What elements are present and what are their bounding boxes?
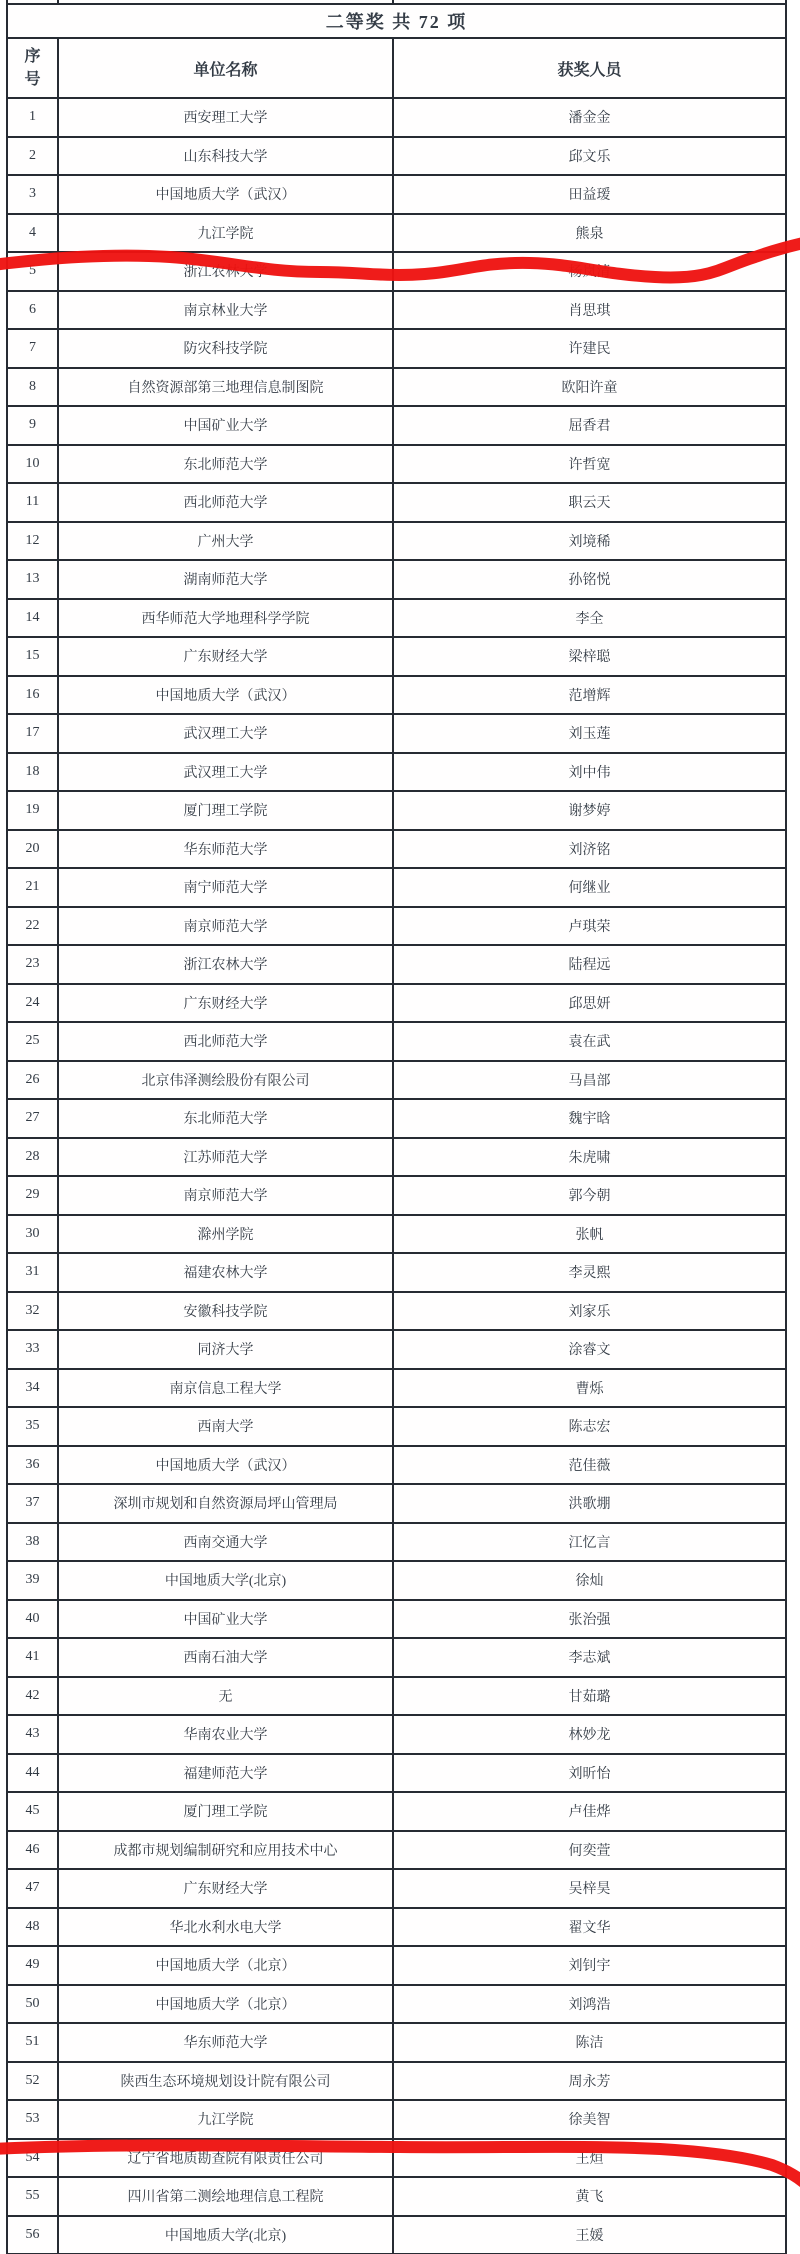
winner-cell: 卢琪荣 — [568, 919, 611, 935]
table-row — [8, 2063, 785, 2102]
table-row — [8, 1716, 785, 1755]
organization-cell: 广东财经大学 — [59, 638, 394, 675]
winner-cell: 郭今朝 — [568, 1189, 611, 1205]
serial-number-cell: 43 — [8, 1716, 59, 1753]
table-row — [8, 446, 785, 485]
table-row — [8, 1562, 785, 1601]
winner-cell: 屈香君 — [568, 419, 611, 435]
serial-number-cell: 20 — [8, 831, 59, 868]
column-divider-stub — [57, 0, 59, 3]
table-row — [8, 176, 785, 215]
serial-number-cell: 21 — [8, 869, 59, 906]
winner-cell: 徐灿 — [575, 1574, 604, 1590]
winner-cell: 刘玉莲 — [568, 727, 611, 743]
table-row — [8, 253, 785, 292]
organization-cell: 辽宁省地质勘查院有限责任公司 — [59, 2140, 394, 2177]
winner-cell: 陆程远 — [568, 958, 611, 974]
organization-cell: 南京林业大学 — [59, 292, 394, 329]
winner-cell: 肖思琪 — [568, 303, 611, 319]
winner-cell: 邱思妍 — [568, 996, 611, 1012]
winner-cell: 范增辉 — [568, 688, 611, 704]
organization-cell: 广东财经大学 — [59, 1870, 394, 1907]
table-row — [8, 869, 785, 908]
serial-number-cell: 6 — [8, 292, 59, 329]
table-row — [8, 638, 785, 677]
column-divider-stub — [392, 0, 394, 3]
winner-cell: 王媛 — [575, 2228, 604, 2244]
serial-number-cell: 42 — [8, 1678, 59, 1715]
organization-cell: 武汉理工大学 — [59, 715, 394, 752]
table-row — [8, 1139, 785, 1178]
organization-cell: 中国地质大学（武汉） — [59, 176, 394, 213]
table-row — [8, 330, 785, 369]
table-row — [8, 1947, 785, 1986]
table-row — [8, 407, 785, 446]
table-row — [8, 99, 785, 138]
organization-cell: 华东师范大学 — [59, 831, 394, 868]
serial-number-cell: 38 — [8, 1524, 59, 1561]
table-row — [8, 1023, 785, 1062]
column-header-serial-label: 序号 — [24, 47, 41, 88]
organization-cell: 无 — [59, 1678, 394, 1715]
table-row — [8, 1254, 785, 1293]
table-row — [8, 1524, 785, 1563]
previous-table-partial-row — [8, 0, 785, 5]
organization-cell: 厦门理工学院 — [59, 792, 394, 829]
winner-cell: 何奕萱 — [568, 1843, 611, 1859]
serial-number-cell: 7 — [8, 330, 59, 367]
serial-number-cell: 14 — [8, 600, 59, 637]
organization-cell: 南京师范大学 — [59, 1177, 394, 1214]
table-row — [8, 1793, 785, 1832]
table-row — [8, 2101, 785, 2140]
serial-number-cell: 9 — [8, 407, 59, 444]
winner-cell: 张治强 — [568, 1612, 611, 1628]
serial-number-cell: 37 — [8, 1485, 59, 1522]
organization-cell: 浙江农林大学 — [59, 946, 394, 983]
serial-number-cell: 32 — [8, 1293, 59, 1330]
winner-cell: 甘茹璐 — [568, 1689, 611, 1705]
serial-number-cell: 47 — [8, 1870, 59, 1907]
table-row — [8, 2178, 785, 2217]
serial-number-cell: 35 — [8, 1408, 59, 1445]
serial-number-cell: 26 — [8, 1062, 59, 1099]
table-row — [8, 946, 785, 985]
serial-number-cell: 13 — [8, 561, 59, 598]
organization-cell: 山东科技大学 — [59, 138, 394, 175]
winner-cell: 卢佳烨 — [568, 1805, 611, 1821]
organization-cell: 中国矿业大学 — [59, 407, 394, 444]
serial-number-cell: 12 — [8, 523, 59, 560]
winner-cell: 刘家乐 — [568, 1304, 611, 1320]
table-row — [8, 1177, 785, 1216]
organization-cell: 南京师范大学 — [59, 908, 394, 945]
award-table — [6, 0, 787, 2254]
table-row — [8, 1447, 785, 1486]
winner-cell: 熊泉 — [575, 226, 604, 242]
table-row — [8, 369, 785, 408]
winner-cell: 许哲宽 — [568, 457, 611, 473]
serial-number-cell: 41 — [8, 1639, 59, 1676]
table-row — [8, 1062, 785, 1101]
serial-number-cell: 50 — [8, 1986, 59, 2023]
table-row — [8, 138, 785, 177]
table-row — [8, 715, 785, 754]
winner-cell: 田益瑷 — [568, 188, 611, 204]
winner-cell: 何继业 — [568, 881, 611, 897]
organization-cell: 广东财经大学 — [59, 985, 394, 1022]
winner-cell: 黄飞 — [575, 2190, 604, 2206]
table-row — [8, 2024, 785, 2063]
organization-cell: 西安理工大学 — [59, 99, 394, 136]
table-row — [8, 908, 785, 947]
table-row — [8, 2217, 785, 2254]
organization-cell: 西北师范大学 — [59, 1023, 394, 1060]
winner-cell: 孙铭悦 — [568, 573, 611, 589]
organization-cell: 北京伟泽测绘股份有限公司 — [59, 1062, 394, 1099]
organization-cell: 自然资源部第三地理信息制图院 — [59, 369, 394, 406]
table-row — [8, 1986, 785, 2025]
serial-number-cell: 33 — [8, 1331, 59, 1368]
table-row — [8, 1639, 785, 1678]
organization-cell: 福建师范大学 — [59, 1755, 394, 1792]
serial-number-cell: 1 — [8, 99, 59, 136]
organization-cell: 九江学院 — [59, 2101, 394, 2138]
serial-number-cell: 39 — [8, 1562, 59, 1599]
winner-cell: 欧阳许童 — [561, 380, 618, 396]
organization-cell: 西南大学 — [59, 1408, 394, 1445]
organization-cell: 四川省第二测绘地理信息工程院 — [59, 2178, 394, 2215]
serial-number-cell: 25 — [8, 1023, 59, 1060]
organization-cell: 西华师范大学地理科学学院 — [59, 600, 394, 637]
organization-cell: 中国地质大学（北京） — [59, 1986, 394, 2023]
table-row — [8, 1100, 785, 1139]
table-row — [8, 561, 785, 600]
winner-cell: 许建民 — [568, 342, 611, 358]
organization-cell: 西南石油大学 — [59, 1639, 394, 1676]
serial-number-cell: 23 — [8, 946, 59, 983]
serial-number-cell: 31 — [8, 1254, 59, 1291]
winner-cell: 刘钊宇 — [568, 1959, 611, 1975]
organization-cell: 中国地质大学(北京) — [59, 1562, 394, 1599]
organization-cell: 中国地质大学（武汉） — [59, 677, 394, 714]
serial-number-cell: 45 — [8, 1793, 59, 1830]
section-title: 二等奖 共 72 项 — [8, 5, 785, 39]
serial-number-cell: 54 — [8, 2140, 59, 2177]
table-row — [8, 600, 785, 639]
winner-cell: 李志斌 — [568, 1651, 611, 1667]
winner-cell: 李灵熙 — [568, 1266, 611, 1282]
serial-number-cell: 22 — [8, 908, 59, 945]
organization-cell: 中国地质大学（北京） — [59, 1947, 394, 1984]
table-row — [8, 1331, 785, 1370]
serial-number-cell: 16 — [8, 677, 59, 714]
serial-number-cell: 10 — [8, 446, 59, 483]
table-header-row — [8, 39, 785, 99]
winner-cell: 涂睿文 — [568, 1343, 611, 1359]
organization-cell: 陕西生态环境规划设计院有限公司 — [59, 2063, 394, 2100]
table-row — [8, 215, 785, 254]
organization-cell: 西南交通大学 — [59, 1524, 394, 1561]
organization-cell: 华北水利水电大学 — [59, 1909, 394, 1946]
table-row — [8, 1909, 785, 1948]
winner-cell: 潘金金 — [568, 111, 611, 127]
serial-number-cell: 27 — [8, 1100, 59, 1137]
serial-number-cell: 52 — [8, 2063, 59, 2100]
table-row — [8, 677, 785, 716]
organization-cell: 九江学院 — [59, 215, 394, 252]
winner-cell: 马昌部 — [568, 1073, 611, 1089]
organization-cell: 江苏师范大学 — [59, 1139, 394, 1176]
winner-cell: 王烜 — [575, 2151, 604, 2167]
organization-cell: 南京信息工程大学 — [59, 1370, 394, 1407]
organization-cell: 东北师范大学 — [59, 446, 394, 483]
organization-cell: 华东师范大学 — [59, 2024, 394, 2061]
organization-cell: 厦门理工学院 — [59, 1793, 394, 1830]
serial-number-cell: 3 — [8, 176, 59, 213]
column-header-serial — [8, 39, 59, 97]
winner-cell: 邱文乐 — [568, 149, 611, 165]
winner-cell: 刘昕怡 — [568, 1766, 611, 1782]
winner-cell: 范佳薇 — [568, 1458, 611, 1474]
organization-cell: 中国矿业大学 — [59, 1601, 394, 1638]
organization-cell: 西北师范大学 — [59, 484, 394, 521]
serial-number-cell: 40 — [8, 1601, 59, 1638]
serial-number-cell: 15 — [8, 638, 59, 675]
winner-cell: 刘鸿浩 — [568, 1997, 611, 2013]
winner-cell: 刘境稀 — [568, 534, 611, 550]
table-row — [8, 484, 785, 523]
organization-cell: 同济大学 — [59, 1331, 394, 1368]
table-row — [8, 1678, 785, 1717]
serial-number-cell: 24 — [8, 985, 59, 1022]
winner-cell: 陈洁 — [575, 2036, 604, 2052]
table-row — [8, 1216, 785, 1255]
column-header-organization: 单位名称 — [59, 39, 394, 97]
column-header-winner: 获奖人员 — [557, 61, 622, 79]
winner-cell: 翟文华 — [568, 1920, 611, 1936]
organization-cell: 中国地质大学(北京) — [59, 2217, 394, 2254]
table-row — [8, 1601, 785, 1640]
winner-cell: 吴梓昊 — [568, 1882, 611, 1898]
winner-cell: 林妙龙 — [568, 1728, 611, 1744]
table-row — [8, 523, 785, 562]
table-row — [8, 1370, 785, 1409]
serial-number-cell: 34 — [8, 1370, 59, 1407]
serial-number-cell: 17 — [8, 715, 59, 752]
table-row — [8, 831, 785, 870]
serial-number-cell: 49 — [8, 1947, 59, 1984]
winner-cell: 梁梓聪 — [568, 650, 611, 666]
organization-cell: 滁州学院 — [59, 1216, 394, 1253]
serial-number-cell: 44 — [8, 1755, 59, 1792]
organization-cell: 福建农林大学 — [59, 1254, 394, 1291]
serial-number-cell: 29 — [8, 1177, 59, 1214]
serial-number-cell: 55 — [8, 2178, 59, 2215]
table-row — [8, 1408, 785, 1447]
table-row — [8, 1485, 785, 1524]
organization-cell: 湖南师范大学 — [59, 561, 394, 598]
table-row — [8, 292, 785, 331]
table-body — [8, 99, 785, 2254]
organization-cell: 东北师范大学 — [59, 1100, 394, 1137]
table-row — [8, 985, 785, 1024]
serial-number-cell: 36 — [8, 1447, 59, 1484]
serial-number-cell: 48 — [8, 1909, 59, 1946]
winner-cell: 刘济铭 — [568, 842, 611, 858]
organization-cell: 深圳市规划和自然资源局坪山管理局 — [59, 1485, 394, 1522]
winner-cell: 刘中伟 — [568, 765, 611, 781]
winner-cell: 洪歌堋 — [568, 1497, 611, 1513]
serial-number-cell: 30 — [8, 1216, 59, 1253]
table-row — [8, 1293, 785, 1332]
winner-cell: 江忆言 — [568, 1535, 611, 1551]
winner-cell: 曹烁 — [575, 1381, 604, 1397]
serial-number-cell: 11 — [8, 484, 59, 521]
winner-cell: 周永芳 — [568, 2074, 611, 2090]
organization-cell: 成都市规划编制研究和应用技术中心 — [59, 1832, 394, 1869]
winner-cell: 李全 — [575, 611, 604, 627]
serial-number-cell: 51 — [8, 2024, 59, 2061]
organization-cell: 武汉理工大学 — [59, 754, 394, 791]
serial-number-cell: 53 — [8, 2101, 59, 2138]
winner-cell: 徐美智 — [568, 2113, 611, 2129]
winner-cell: 张帆 — [575, 1227, 604, 1243]
serial-number-cell: 4 — [8, 215, 59, 252]
table-row — [8, 1755, 785, 1794]
serial-number-cell: 19 — [8, 792, 59, 829]
table-row — [8, 1832, 785, 1871]
table-row — [8, 792, 785, 831]
organization-cell: 南宁师范大学 — [59, 869, 394, 906]
table-row — [8, 1870, 785, 1909]
winner-cell: 职云天 — [568, 496, 611, 512]
organization-cell: 华南农业大学 — [59, 1716, 394, 1753]
winner-cell: 魏宇晗 — [568, 1112, 611, 1128]
serial-number-cell: 2 — [8, 138, 59, 175]
organization-cell: 广州大学 — [59, 523, 394, 560]
winner-cell: 朱虎啸 — [568, 1150, 611, 1166]
organization-cell: 中国地质大学（武汉） — [59, 1447, 394, 1484]
winner-cell: 陈志宏 — [568, 1420, 611, 1436]
winner-cell: 杨岚清 — [568, 265, 611, 281]
table-row — [8, 754, 785, 793]
serial-number-cell: 18 — [8, 754, 59, 791]
serial-number-cell: 5 — [8, 253, 59, 290]
serial-number-cell: 28 — [8, 1139, 59, 1176]
winner-cell: 谢梦婷 — [568, 804, 611, 820]
organization-cell: 防灾科技学院 — [59, 330, 394, 367]
table-row — [8, 2140, 785, 2179]
organization-cell: 浙江农林大学 — [59, 253, 394, 290]
serial-number-cell: 8 — [8, 369, 59, 406]
winner-cell: 袁在武 — [568, 1035, 611, 1051]
serial-number-cell: 46 — [8, 1832, 59, 1869]
organization-cell: 安徽科技学院 — [59, 1293, 394, 1330]
serial-number-cell: 56 — [8, 2217, 59, 2254]
